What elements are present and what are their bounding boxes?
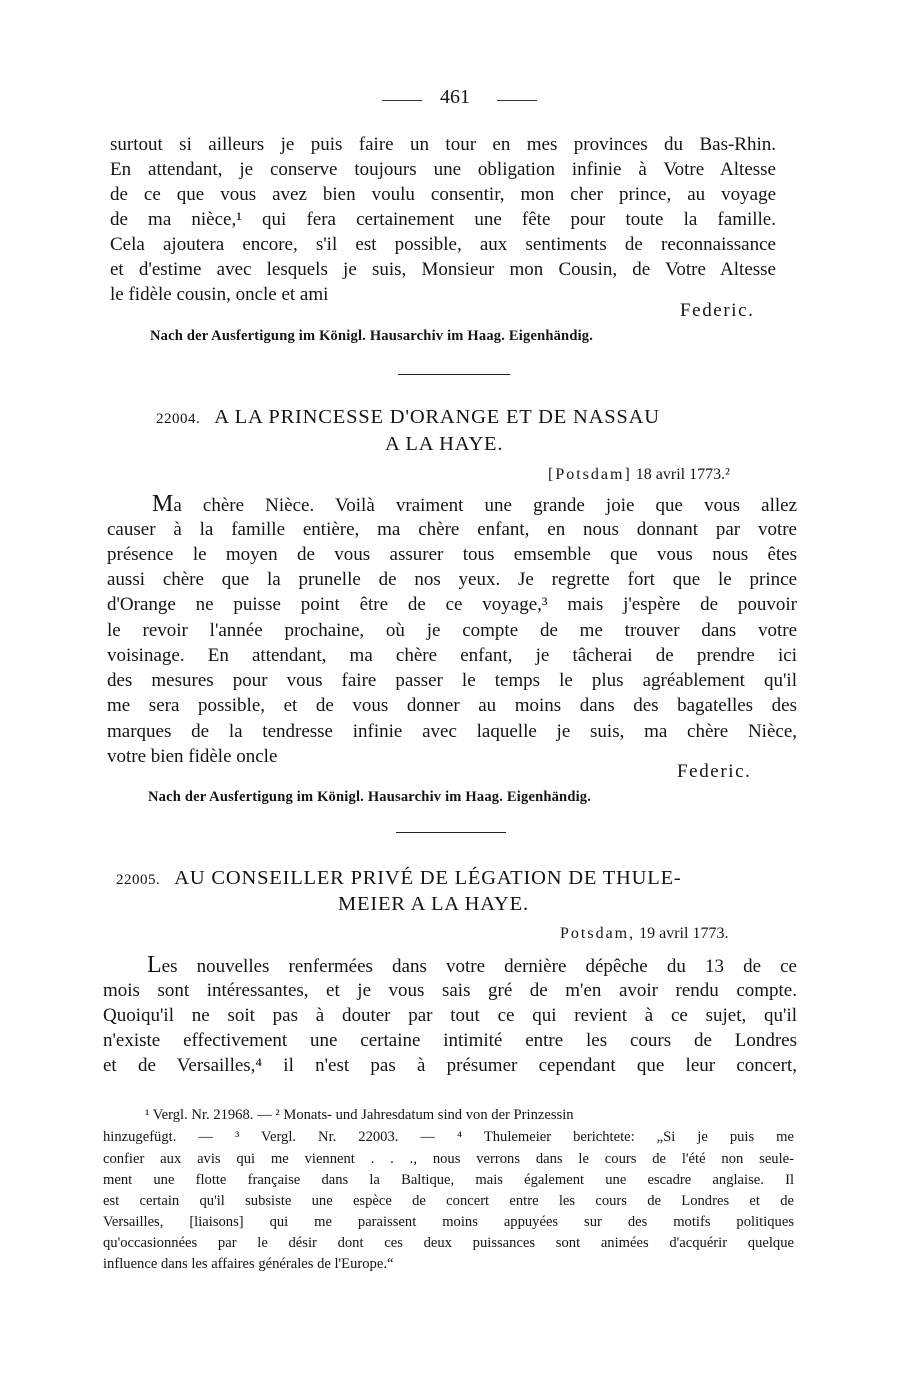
- text-line: d'Orange ne puisse point être de ce voyage,³ mais j'espère de pouvoir: [107, 594, 797, 615]
- letter-recipient: AU CONSEILLER PRIVÉ DE LÉGATION DE THULE-: [174, 867, 682, 889]
- letter-heading: [156, 406, 660, 429]
- section-divider: [396, 832, 506, 833]
- footnote-line: confier aux avis qui me viennent . . ., nous verrons dans le cours de l'été non seule-: [103, 1151, 794, 1167]
- source-note: Nach der Ausfertigung im Königl. Hausarchiv im Haag. Eigenhändig.: [148, 789, 592, 805]
- dateline-place: Potsdam,: [560, 925, 636, 942]
- text-line: Quoiqu'il ne soit pas à douter par tout ce qui revient à ce sujet, qu'il: [103, 1005, 797, 1026]
- text-line: votre bien fidèle oncle: [107, 746, 278, 767]
- dateline-place: [Potsdam]: [548, 466, 632, 483]
- text-line: présence le moyen de vous assurer tous emsemble que vous nous êtes: [107, 544, 797, 565]
- footnote-line: hinzugefügt. — ³ Vergl. Nr. 22003. — ⁴ Thulemeier berichtete: „Si je puis me: [103, 1129, 794, 1145]
- page-number: 461: [440, 86, 470, 108]
- text-line: n'existe effectivement une certaine intimité entre les cours de Londres: [103, 1030, 797, 1051]
- letter-recipient: A LA PRINCESSE D'ORANGE ET DE NASSAU: [214, 406, 660, 428]
- text-line: Les nouvelles renfermées dans votre dernière dépêche du 13 de ce: [147, 952, 797, 978]
- letter-heading: [116, 867, 682, 890]
- header-dash-right: [497, 100, 537, 101]
- text-line: aussi chère que la prunelle de nos yeux. Je regrette fort que le prince: [107, 569, 797, 590]
- source-note: Nach der Ausfertigung im Königl. Hausarchiv im Haag. Eigenhändig.: [150, 328, 594, 344]
- footnote-line: ¹ Vergl. Nr. 21968. — ² Monats- und Jahresdatum sind von der Prinzessin: [145, 1107, 574, 1123]
- text-line: marques de la tendresse infinie avec laquelle je suis, ma chère Nièce,: [107, 721, 797, 742]
- signature: Federic.: [677, 761, 752, 782]
- text-line: Ma chère Nièce. Voilà vraiment une grande joie que vous allez: [152, 491, 797, 517]
- text-line: voisinage. En attendant, ma chère enfant, je tâcherai de prendre ici: [107, 645, 797, 666]
- header-dash-left: [382, 100, 422, 101]
- dateline: [548, 466, 730, 484]
- text-line: En attendant, je conserve toujours une obligation infinie à Votre Altesse: [110, 159, 776, 180]
- letter-heading-continued: MEIER A LA HAYE.: [338, 893, 529, 915]
- text-line: surtout si ailleurs je puis faire un tour en mes provinces du Bas-Rhin.: [110, 134, 776, 155]
- initial-letter: L: [147, 952, 162, 978]
- text-line: Cela ajoutera encore, s'il est possible, aux sentiments de reconnaissance: [110, 234, 776, 255]
- footnote-line: ment une flotte française dans la Baltique, mais également une escadre anglaise. Il: [103, 1172, 794, 1188]
- dateline-date: 18 avril 1773.²: [635, 466, 730, 483]
- text-line: de ce que vous avez bien voulu consentir, mon cher prince, au voyage: [110, 184, 776, 205]
- footnote-line: est certain qu'il subsiste une espèce de concert entre les cours de Londres et de: [103, 1193, 794, 1209]
- footnote-line: influence dans les affaires générales de l'Europe.“: [103, 1256, 394, 1272]
- text-line: de ma nièce,¹ qui fera certainement une fête pour toute la famille.: [110, 209, 776, 230]
- initial-letter: M: [152, 491, 174, 517]
- text-line: le revoir l'année prochaine, où je compte de me trouver dans votre: [107, 620, 797, 641]
- signature: Federic.: [680, 300, 755, 321]
- dateline-date: 19 avril 1773.: [639, 925, 729, 942]
- section-divider: [398, 374, 510, 375]
- footnote-line: qu'occasionnées par le désir dont ces deux puissances sont animées d'acquérir quelque: [103, 1235, 794, 1251]
- text-line: des mesures pour vous faire passer le temps le plus agréablement qu'il: [107, 670, 797, 691]
- text-line: causer à la famille entière, ma chère enfant, en nous donnant par votre: [107, 519, 797, 540]
- text-line: et de Versailles,⁴ il n'est pas à présumer cependant que leur concert,: [103, 1055, 797, 1076]
- text-line: et d'estime avec lesquels je suis, Monsieur mon Cousin, de Votre Altesse: [110, 259, 776, 280]
- footnote-line: Versailles, [liaisons] qui me paraissent moins appuyées sur des motifs politiques: [103, 1214, 794, 1230]
- text-line: me sera possible, et de vous donner au moins dans des bagatelles des: [107, 695, 797, 716]
- text-line: le fidèle cousin, oncle et ami: [110, 284, 329, 305]
- text-line: mois sont intéressantes, et je vous sais gré de m'en avoir rendu compte.: [103, 980, 797, 1001]
- letter-heading-continued: A LA HAYE.: [385, 433, 504, 455]
- letter-number: 22004.: [156, 411, 201, 427]
- dateline: [560, 925, 728, 943]
- letter-number: 22005.: [116, 872, 161, 888]
